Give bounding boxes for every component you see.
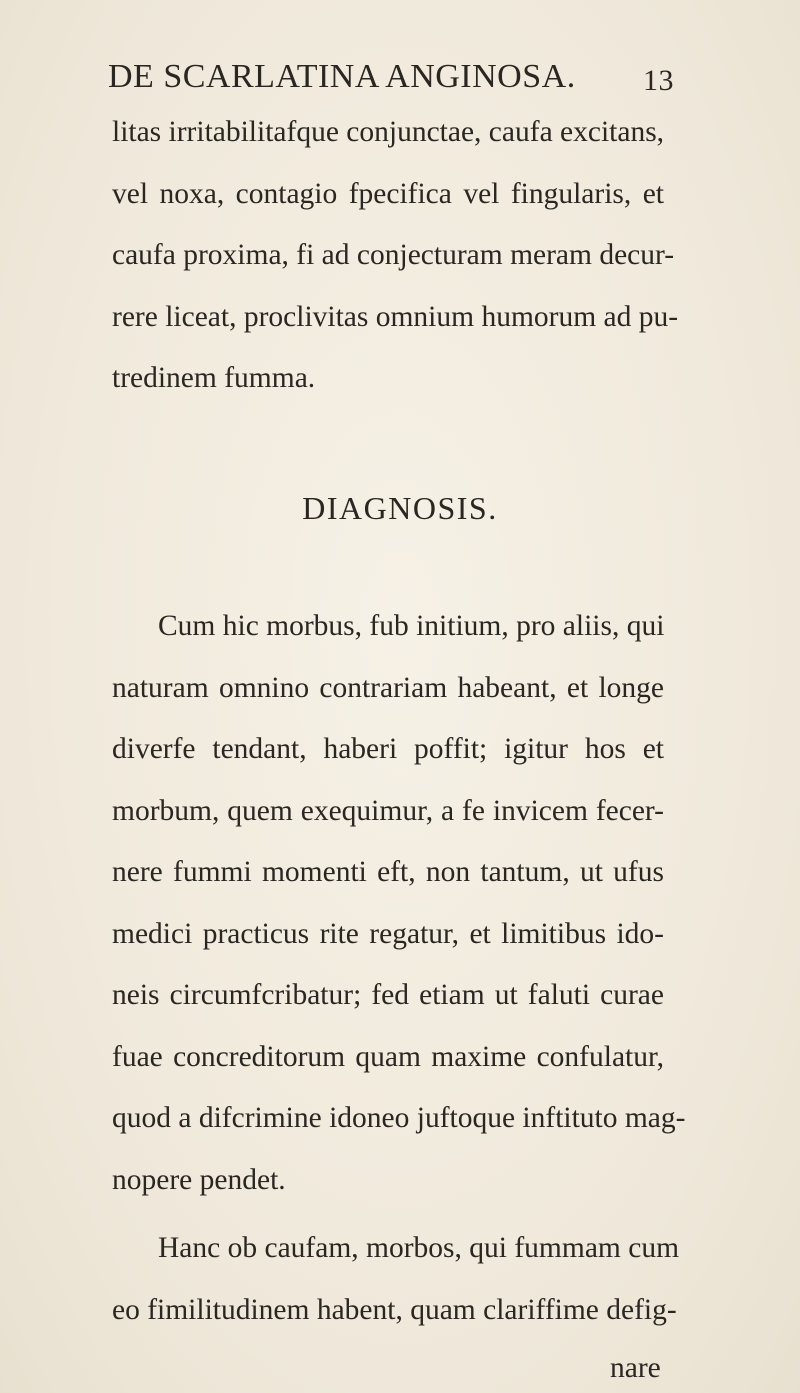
- text-line: nopere pendet.: [112, 1163, 286, 1196]
- running-head: [108, 58, 674, 97]
- text-line: eo fimilitudinem habent, quam clariffime defig-: [112, 1293, 677, 1326]
- text-line: litas irritabilitafque conjunctae, caufa excitans,: [112, 116, 665, 148]
- text-line: nere fummi momenti eft, non tantum, ut ufus: [112, 856, 664, 888]
- text-line: Hanc ob caufam, morbos, qui fummam cum: [158, 1232, 680, 1264]
- paragraph-2: [112, 596, 686, 1211]
- running-head-title: DE SCARLATINA ANGINOSA.: [108, 58, 576, 95]
- text-line: quod a difcrimine idoneo juftoque inftituto mag-: [112, 1102, 686, 1134]
- text-line: tredinem fumma.: [112, 362, 316, 394]
- page-number: 13: [643, 64, 674, 97]
- text-line: Cum hic morbus, fub initium, pro aliis, qui: [158, 610, 665, 642]
- text-line: naturam omnino contrariam habeant, et longe: [112, 671, 664, 704]
- section-heading: DIAGNOSIS.: [302, 490, 498, 526]
- text-line: rere liceat, proclivitas omnium humorum ad pu-: [112, 300, 679, 333]
- text-line: medici practicus rite regatur, et limitibus ido-: [112, 917, 664, 950]
- paragraph-3: [112, 1218, 680, 1341]
- text-line: neis circumfcribatur; fed etiam ut faluti curae: [112, 979, 664, 1011]
- text-line: caufa proxima, fi ad conjecturam meram decur-: [112, 239, 675, 271]
- text-line: vel noxa, contagio fpecifica vel fingularis, et: [112, 177, 664, 210]
- paragraph-1: [112, 102, 679, 410]
- text-line: diverfe tendant, haberi poffit; igitur hos et: [112, 733, 664, 765]
- text-line: fuae concreditorum quam maxime confulatur,: [112, 1040, 664, 1073]
- catchword: nare: [610, 1352, 661, 1384]
- text-line: morbum, quem exequimur, a fe invicem fecer-: [112, 794, 664, 827]
